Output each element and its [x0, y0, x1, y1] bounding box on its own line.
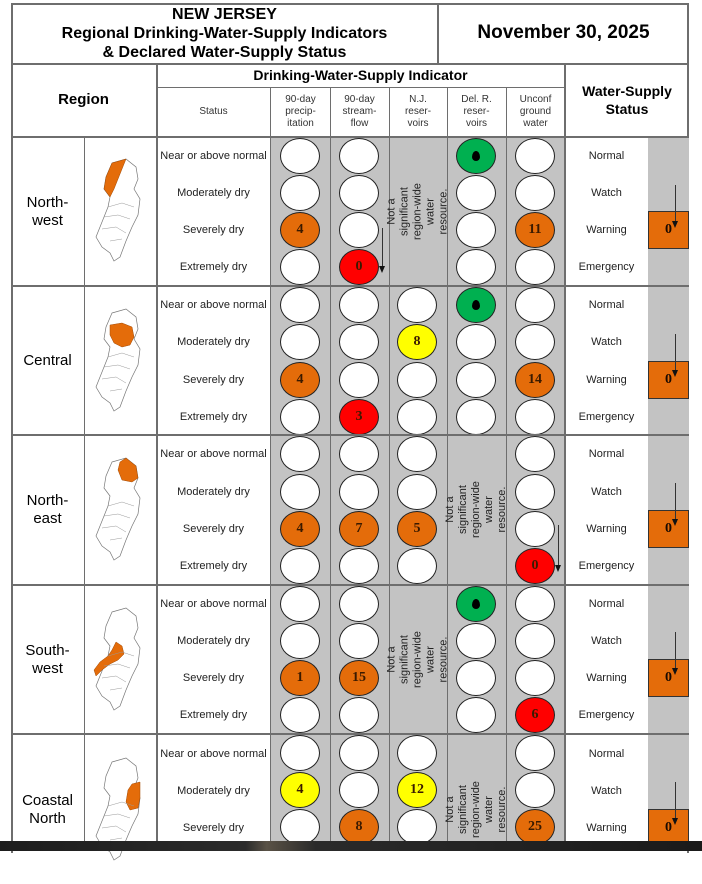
- status-label: Near or above normal: [160, 747, 267, 760]
- indicator-dot-precip: 4: [280, 362, 320, 398]
- indicator-dot-empty: [339, 212, 379, 248]
- indicator-dot-empty: [456, 399, 496, 435]
- col-header-streamflow: 90-day stream- flow: [342, 94, 377, 129]
- indicator-dot-empty: [515, 511, 555, 547]
- indicator-dot-empty: [339, 548, 379, 584]
- indicator-dot-empty: [456, 660, 496, 696]
- ws-level-label: Warning: [586, 671, 627, 684]
- ws-level-label: Normal: [588, 298, 625, 311]
- col-line-precip: [330, 87, 331, 841]
- indicator-dot-empty: [397, 735, 437, 771]
- indicator-dot-empty: [397, 809, 437, 845]
- indicator-dot-streamflow: 7: [339, 511, 379, 547]
- indicator-dot-empty: [280, 809, 320, 845]
- status-label: Near or above normal: [160, 447, 267, 460]
- indicator-dot-nj-reservoirs: 12: [397, 772, 437, 808]
- ws-trend-arrow-head-icon: [672, 668, 678, 675]
- water-supply-status-header-text: Water-Supply Status: [582, 82, 672, 117]
- nj-map-southwest-icon: [92, 606, 150, 714]
- indicator-dot-precip: 4: [280, 772, 320, 808]
- status-label: Severely dry: [182, 821, 245, 834]
- ws-level-label: Warning: [586, 821, 627, 834]
- status-label: Moderately dry: [177, 335, 250, 348]
- indicator-dot-empty: [515, 324, 555, 360]
- nj-map-northeast-icon: [92, 456, 150, 564]
- status-label: Moderately dry: [177, 634, 250, 647]
- indicator-dot-del-reservoirs: [456, 586, 496, 622]
- indicator-dot-empty: [339, 474, 379, 510]
- nj-map-northwest-icon: [92, 157, 150, 265]
- region-name-line: North-: [26, 193, 69, 211]
- region-name-northeast: [11, 435, 84, 584]
- indicator-dot-empty: [339, 175, 379, 211]
- drop-icon: [472, 599, 480, 609]
- ws-level-label: Emergency: [578, 708, 635, 721]
- indicator-dot-empty: [515, 138, 555, 174]
- indicator-dot-empty: [339, 735, 379, 771]
- indicator-dot-empty: [339, 697, 379, 733]
- region-name-line: Coastal: [22, 791, 73, 809]
- report-date: November 30, 2025: [477, 22, 650, 43]
- indicator-dot-empty: [280, 735, 320, 771]
- title-line-3: & Declared Water-Supply Status: [102, 43, 347, 61]
- status-label: Near or above normal: [160, 597, 267, 610]
- not-significant-note: [444, 735, 508, 884]
- region-name-line: west: [32, 211, 63, 229]
- ws-level-label: Watch: [591, 784, 622, 797]
- indicator-dot-empty: [397, 399, 437, 435]
- nj-map-central-icon: [92, 307, 150, 415]
- note-text: Not a significant region-wide water resource.: [385, 183, 450, 240]
- ws-level-label: Watch: [591, 634, 622, 647]
- ws-trend-arrow-head-icon: [672, 519, 678, 526]
- indicator-dot-empty: [515, 399, 555, 435]
- indicator-dot-empty: [280, 586, 320, 622]
- ws-level-label: Warning: [586, 223, 627, 236]
- indicator-dot-groundwater: 14: [515, 362, 555, 398]
- indicator-dot-empty: [280, 399, 320, 435]
- indicator-dot-empty: [456, 175, 496, 211]
- indicator-dot-empty: [456, 697, 496, 733]
- col-line-del: [506, 87, 507, 841]
- indicator-dot-nj-reservoirs: 8: [397, 324, 437, 360]
- status-label: Near or above normal: [160, 149, 267, 162]
- indicator-dot-empty: [515, 660, 555, 696]
- not-significant-note: [444, 435, 508, 584]
- indicator-dot-precip: 1: [280, 660, 320, 696]
- col-header-nj-reservoirs: N.J. reser- voirs: [404, 94, 432, 129]
- indicator-dot-empty: [456, 362, 496, 398]
- indicator-dot-empty: [280, 436, 320, 472]
- indicator-dot-nj-reservoirs: 5: [397, 511, 437, 547]
- status-label: Extremely dry: [179, 559, 248, 572]
- title-line-1: NEW JERSEY: [172, 5, 277, 23]
- ws-level-label: Normal: [588, 447, 625, 460]
- col-header-del-reservoirs: Del. R. reser- voirs: [461, 94, 492, 129]
- ws-level-label: Warning: [586, 522, 627, 535]
- col-line-status: [270, 87, 271, 841]
- indicator-dot-empty: [515, 436, 555, 472]
- ws-status-box-northwest: 0: [648, 211, 689, 249]
- indicator-dot-empty: [515, 474, 555, 510]
- status-label: Moderately dry: [177, 485, 250, 498]
- trend-arrow-head-icon: [379, 266, 385, 273]
- indicator-dot-empty: [515, 586, 555, 622]
- region-name-line: North: [29, 809, 66, 827]
- water-supply-status-header: [565, 63, 689, 136]
- indicator-dot-empty: [515, 772, 555, 808]
- indicator-dot-empty: [339, 772, 379, 808]
- ws-level-label: Normal: [588, 597, 625, 610]
- indicator-dot-streamflow: 8: [339, 809, 379, 845]
- status-label: Moderately dry: [177, 784, 250, 797]
- indicator-dot-groundwater: 0: [515, 548, 555, 584]
- indicator-dot-groundwater: 11: [515, 212, 555, 248]
- indicator-dot-streamflow: 0: [339, 249, 379, 285]
- status-label: Extremely dry: [179, 708, 248, 721]
- note-text: Not a significant region-wide water resource.: [444, 481, 508, 538]
- title-line-2: Regional Drinking-Water-Supply Indicators: [61, 24, 388, 42]
- indicator-dot-empty: [280, 697, 320, 733]
- status-label: Extremely dry: [179, 410, 248, 423]
- page-title: [11, 3, 438, 63]
- indicator-dot-empty: [456, 324, 496, 360]
- note-text: Not a significant region-wide water resource.: [385, 631, 450, 688]
- indicator-dot-empty: [280, 474, 320, 510]
- indicator-dot-empty: [339, 586, 379, 622]
- indicator-dot-groundwater: 25: [515, 809, 555, 845]
- ws-level-label: Warning: [586, 373, 627, 386]
- ws-trend-arrow-icon: [675, 185, 676, 223]
- ws-trend-arrow-icon: [675, 334, 676, 372]
- region-name-northwest: [11, 137, 84, 286]
- indicator-dot-precip: 4: [280, 212, 320, 248]
- indicator-dot-empty: [280, 324, 320, 360]
- status-label: Severely dry: [182, 671, 245, 684]
- region-name-line: South-: [25, 641, 70, 659]
- col-header-status: Status: [199, 106, 228, 117]
- ws-trend-arrow-icon: [675, 632, 676, 670]
- indicator-group-header: Drinking-Water-Supply Indicator: [253, 67, 468, 83]
- indicator-dot-empty: [397, 548, 437, 584]
- indicator-dot-empty: [456, 623, 496, 659]
- trend-arrow-down-icon: [558, 525, 559, 567]
- ws-trend-arrow-head-icon: [672, 370, 678, 377]
- indicator-dot-empty: [515, 623, 555, 659]
- indicator-dot-empty: [515, 175, 555, 211]
- ws-level-label: Watch: [591, 186, 622, 199]
- note-text: Not a significant region-wide water resource.: [444, 781, 508, 838]
- status-label: Near or above normal: [160, 298, 267, 311]
- indicator-dot-streamflow: 3: [339, 399, 379, 435]
- indicator-dot-empty: [280, 287, 320, 323]
- ws-trend-arrow-head-icon: [672, 221, 678, 228]
- status-label: Severely dry: [182, 522, 245, 535]
- ws-trend-arrow-head-icon: [672, 818, 678, 825]
- drop-icon: [472, 300, 480, 310]
- col-header-precip: 90-day precip- itation: [285, 94, 316, 129]
- ws-level-label: Emergency: [578, 410, 635, 423]
- trend-arrow-head-icon: [555, 565, 561, 572]
- indicator-dot-groundwater: 6: [515, 697, 555, 733]
- ws-level-label: Watch: [591, 485, 622, 498]
- ws-level-label: Normal: [588, 149, 625, 162]
- indicator-dot-empty: [397, 287, 437, 323]
- region-header: Region: [58, 90, 109, 108]
- indicator-dot-empty: [280, 548, 320, 584]
- ws-status-box-northeast: 0: [648, 510, 689, 548]
- indicator-dot-empty: [339, 287, 379, 323]
- ws-level-label: Emergency: [578, 260, 635, 273]
- col-line-map: [84, 137, 85, 841]
- ws-trend-arrow-icon: [675, 483, 676, 521]
- status-label: Extremely dry: [179, 260, 248, 273]
- region-name-central: [11, 286, 84, 435]
- indicator-dot-empty: [280, 138, 320, 174]
- indicator-dot-streamflow: 15: [339, 660, 379, 696]
- region-name-line: North-: [26, 491, 69, 509]
- indicator-dot-empty: [515, 735, 555, 771]
- region-name-southwest: [11, 585, 84, 734]
- region-name-coastal-north: [11, 735, 84, 884]
- indicator-dot-del-reservoirs: [456, 287, 496, 323]
- indicator-dot-empty: [280, 623, 320, 659]
- region-name-line: west: [32, 659, 63, 677]
- not-significant-note: [385, 585, 450, 734]
- indicator-dot-empty: [456, 212, 496, 248]
- status-label: Moderately dry: [177, 186, 250, 199]
- indicator-dot-empty: [339, 436, 379, 472]
- indicator-dot-empty: [280, 249, 320, 285]
- region-name-line: east: [33, 509, 62, 527]
- ws-trend-arrow-icon: [675, 782, 676, 820]
- ws-status-box-central: 0: [648, 361, 689, 399]
- indicator-dot-empty: [397, 436, 437, 472]
- col-header-groundwater: Unconf ground water: [519, 94, 552, 129]
- ws-level-label: Emergency: [578, 559, 635, 572]
- indicator-dot-empty: [397, 362, 437, 398]
- status-label: Severely dry: [182, 373, 245, 386]
- indicator-dot-precip: 4: [280, 511, 320, 547]
- bottom-edge-strip: [0, 841, 702, 851]
- trend-arrow-down-icon: [382, 228, 383, 268]
- status-label: Severely dry: [182, 223, 245, 236]
- not-significant-note: [385, 137, 450, 286]
- ws-status-box-coastal-north: 0: [648, 809, 689, 847]
- indicator-dot-empty: [339, 362, 379, 398]
- region-name-line: Central: [23, 351, 72, 369]
- indicator-dot-empty: [515, 287, 555, 323]
- indicator-dot-empty: [397, 474, 437, 510]
- indicator-dot-empty: [339, 138, 379, 174]
- ws-level-label: Normal: [588, 747, 625, 760]
- ws-level-label: Watch: [591, 335, 622, 348]
- indicator-dot-empty: [280, 175, 320, 211]
- indicator-dot-empty: [339, 324, 379, 360]
- indicator-dot-empty: [515, 249, 555, 285]
- indicator-dot-del-reservoirs: [456, 138, 496, 174]
- drop-icon: [472, 151, 480, 161]
- ws-status-box-southwest: 0: [648, 659, 689, 697]
- indicator-dot-empty: [456, 249, 496, 285]
- indicator-dot-empty: [339, 623, 379, 659]
